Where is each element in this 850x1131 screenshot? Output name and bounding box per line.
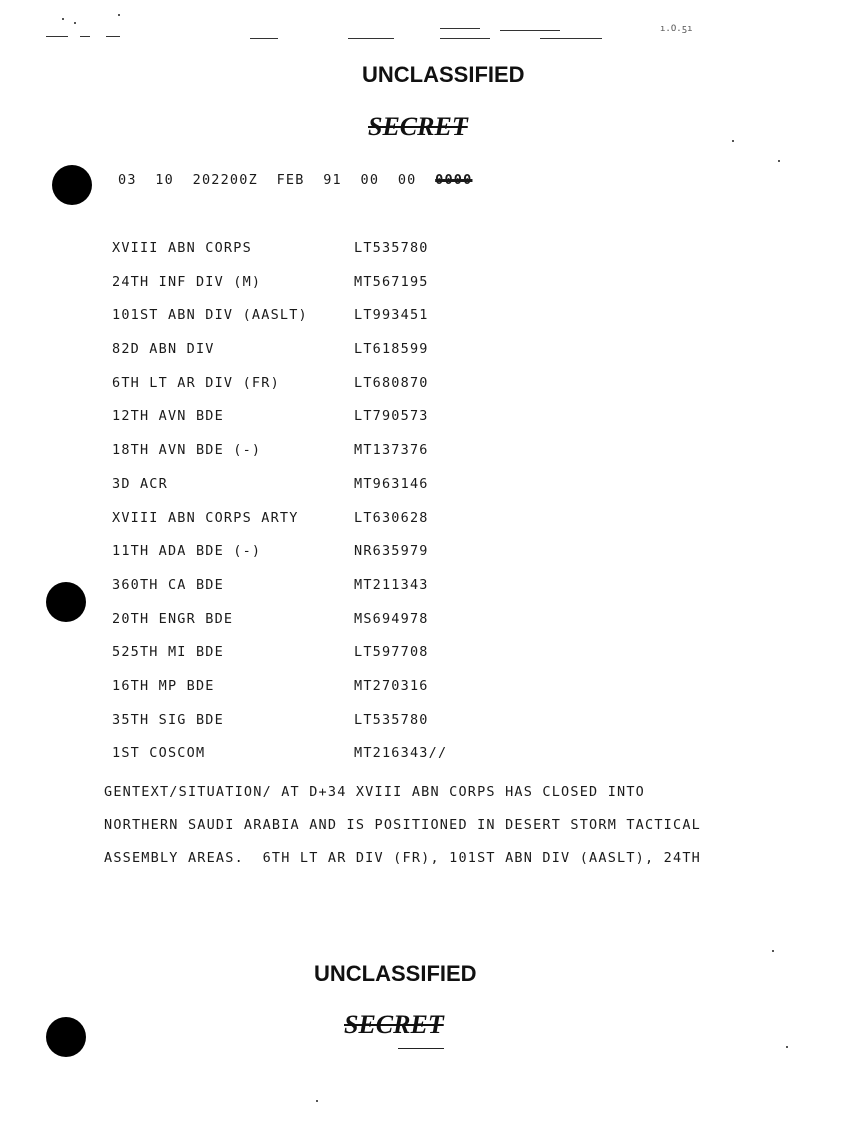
unit-row [112,274,447,308]
punch-hole-bottom [46,1017,86,1057]
scan-artifact-speck [778,160,780,162]
unit-row [112,745,447,779]
unit-grid-coordinate: MT567195 [354,273,429,290]
scan-artifact-line [80,36,90,37]
unit-grid-coordinate: LT993451 [354,307,429,324]
unit-row [112,577,447,611]
scan-artifact-line [440,28,480,29]
scan-artifact-line [46,36,68,37]
unit-row [112,408,447,442]
unit-row [112,442,447,476]
message-dtg: 03 10 202200Z FEB 91 00 00 [118,172,417,188]
punch-hole-top [52,165,92,205]
unit-row [112,240,447,274]
scan-artifact-speck [732,140,734,142]
body-line: GENTEXT/SITUATION/ AT D+34 XVIII ABN CORPS HAS CLOSED INTO [104,784,646,800]
unit-name: 101ST ABN DIV (AASLT) [112,307,308,324]
message-header [118,172,472,188]
scan-artifact-line [440,38,490,39]
secret-stamp-top: SECRET [368,112,468,141]
scan-artifact-speck [74,22,76,24]
scan-artifact-line [540,38,602,39]
unit-location-list [112,240,447,779]
classification-label-bottom: UNCLASSIFIED [314,961,477,986]
page-code: ı.O.ƽı [660,24,693,34]
body-line: ASSEMBLY AREAS. 6TH LT AR DIV (FR), 101ST ABN DIV (AASLT), 24TH [104,850,701,866]
unit-row [112,307,447,341]
unit-name: 525TH MI BDE [112,644,224,661]
unit-row [112,712,447,746]
unit-grid-coordinate: MT211343 [354,576,429,593]
classification-label-top: UNCLASSIFIED [362,62,525,87]
struck-code: 0000 [435,172,473,188]
unit-grid-coordinate: LT597708 [354,644,429,661]
unit-name: 16TH MP BDE [112,677,215,694]
unit-name: 6TH LT AR DIV (FR) [112,374,280,391]
scan-artifact-speck [118,14,120,16]
unit-name: 1ST COSCOM [112,745,206,762]
unit-row [112,543,447,577]
unit-row [112,476,447,510]
unit-row [112,644,447,678]
gentext-body [104,784,701,883]
scan-artifact-line [250,38,278,39]
unit-grid-coordinate: LT535780 [354,240,429,256]
body-line: NORTHERN SAUDI ARABIA AND IS POSITIONED IN DESERT STORM TACTICAL [104,817,701,833]
unit-grid-coordinate: MT216343// [354,745,448,762]
unit-grid-coordinate: LT618599 [354,341,429,358]
punch-hole-middle [46,582,86,622]
unit-row [112,375,447,409]
unit-name: 82D ABN DIV [112,341,215,358]
unit-name: 360TH CA BDE [112,576,224,593]
unit-grid-coordinate: LT630628 [354,509,429,526]
unit-name: XVIII ABN CORPS [112,240,252,256]
unit-row [112,341,447,375]
unit-name: 12TH AVN BDE [112,408,224,425]
unit-grid-coordinate: LT790573 [354,408,429,425]
unit-grid-coordinate: MT137376 [354,442,429,459]
secret-stamp-bottom: SECRET [344,1010,444,1039]
unit-row [112,611,447,645]
scan-artifact-speck [62,18,64,20]
scan-artifact-speck [316,1100,318,1102]
unit-name: 11TH ADA BDE (-) [112,543,262,560]
scan-artifact-line [500,30,560,31]
unit-name: 20TH ENGR BDE [112,610,234,627]
unit-grid-coordinate: MT963146 [354,475,429,492]
unit-grid-coordinate: LT680870 [354,374,429,391]
unit-grid-coordinate: MS694978 [354,610,429,627]
unit-row [112,510,447,544]
scan-artifact-line [106,36,120,37]
scan-artifact-line [348,38,394,39]
scan-artifact-speck [786,1046,788,1048]
unit-name: 35TH SIG BDE [112,711,224,728]
stamp-underline [398,1048,444,1049]
unit-name: 24TH INF DIV (M) [112,273,262,290]
unit-row [112,678,447,712]
unit-grid-coordinate: NR635979 [354,543,429,560]
unit-grid-coordinate: LT535780 [354,711,429,728]
unit-name: XVIII ABN CORPS ARTY [112,509,299,526]
unit-name: 18TH AVN BDE (-) [112,442,262,459]
unit-grid-coordinate: MT270316 [354,677,429,694]
unit-name: 3D ACR [112,475,168,492]
scan-artifact-speck [772,950,774,952]
